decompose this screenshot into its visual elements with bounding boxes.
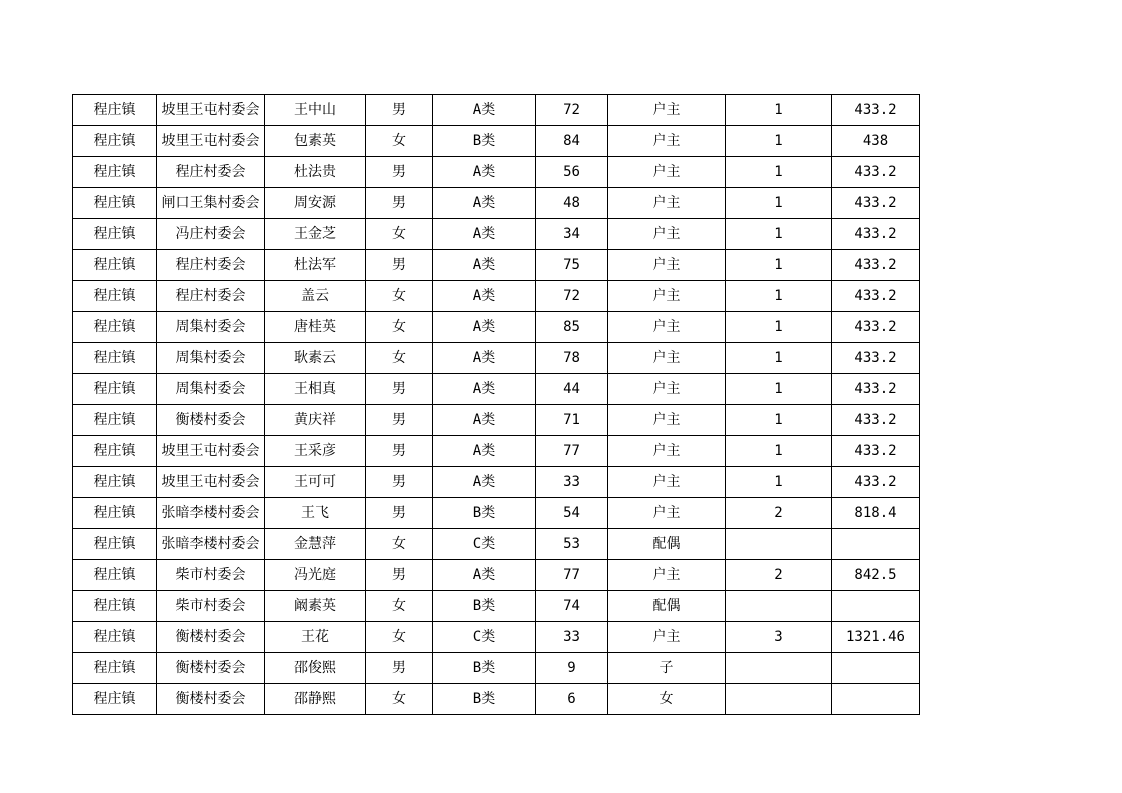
relation-cell: 户主 <box>608 405 726 436</box>
amount-cell: 433.2 <box>832 374 920 405</box>
age-cell: 33 <box>536 622 608 653</box>
household-size-cell <box>726 653 832 684</box>
age-cell: 56 <box>536 157 608 188</box>
amount-cell: 433.2 <box>832 219 920 250</box>
table-row <box>73 188 920 219</box>
name-cell: 包素英 <box>265 126 366 157</box>
amount-cell: 433.2 <box>832 157 920 188</box>
town-cell: 程庄镇 <box>73 281 157 312</box>
town-cell: 程庄镇 <box>73 312 157 343</box>
category-cell: A类 <box>433 95 536 126</box>
gender-cell: 女 <box>366 343 433 374</box>
amount-cell <box>832 653 920 684</box>
amount-cell: 433.2 <box>832 436 920 467</box>
village-cell: 闸口王集村委会 <box>157 188 265 219</box>
village-cell: 坡里王屯村委会 <box>157 95 265 126</box>
category-cell: B类 <box>433 684 536 715</box>
name-cell: 邵俊熙 <box>265 653 366 684</box>
age-cell: 77 <box>536 436 608 467</box>
name-cell: 王飞 <box>265 498 366 529</box>
age-cell: 72 <box>536 281 608 312</box>
town-cell: 程庄镇 <box>73 250 157 281</box>
table-row <box>73 684 920 715</box>
gender-cell: 男 <box>366 560 433 591</box>
gender-cell: 女 <box>366 126 433 157</box>
relation-cell: 户主 <box>608 560 726 591</box>
household-size-cell: 1 <box>726 95 832 126</box>
town-cell: 程庄镇 <box>73 188 157 219</box>
town-cell: 程庄镇 <box>73 560 157 591</box>
table-row <box>73 498 920 529</box>
category-cell: A类 <box>433 467 536 498</box>
relation-cell: 配偶 <box>608 591 726 622</box>
table-row <box>73 405 920 436</box>
category-cell: A类 <box>433 219 536 250</box>
relation-cell: 户主 <box>608 188 726 219</box>
town-cell: 程庄镇 <box>73 591 157 622</box>
amount-cell <box>832 529 920 560</box>
age-cell: 9 <box>536 653 608 684</box>
table-row <box>73 653 920 684</box>
village-cell: 柴市村委会 <box>157 591 265 622</box>
gender-cell: 男 <box>366 188 433 219</box>
age-cell: 33 <box>536 467 608 498</box>
town-cell: 程庄镇 <box>73 343 157 374</box>
town-cell: 程庄镇 <box>73 157 157 188</box>
household-size-cell: 2 <box>726 498 832 529</box>
household-size-cell: 1 <box>726 219 832 250</box>
table-row <box>73 436 920 467</box>
household-size-cell <box>726 529 832 560</box>
household-size-cell: 1 <box>726 405 832 436</box>
name-cell: 王中山 <box>265 95 366 126</box>
category-cell: B类 <box>433 126 536 157</box>
table-row <box>73 343 920 374</box>
table-row <box>73 250 920 281</box>
category-cell: A类 <box>433 188 536 219</box>
gender-cell: 女 <box>366 312 433 343</box>
name-cell: 王金芝 <box>265 219 366 250</box>
household-size-cell: 1 <box>726 281 832 312</box>
gender-cell: 女 <box>366 591 433 622</box>
gender-cell: 男 <box>366 95 433 126</box>
name-cell: 周安源 <box>265 188 366 219</box>
amount-cell: 433.2 <box>832 467 920 498</box>
amount-cell: 433.2 <box>832 95 920 126</box>
age-cell: 53 <box>536 529 608 560</box>
age-cell: 78 <box>536 343 608 374</box>
data-table <box>72 94 920 715</box>
village-cell: 坡里王屯村委会 <box>157 467 265 498</box>
category-cell: A类 <box>433 250 536 281</box>
village-cell: 张暗李楼村委会 <box>157 498 265 529</box>
name-cell: 王可可 <box>265 467 366 498</box>
age-cell: 85 <box>536 312 608 343</box>
village-cell: 程庄村委会 <box>157 250 265 281</box>
name-cell: 耿素云 <box>265 343 366 374</box>
amount-cell: 438 <box>832 126 920 157</box>
amount-cell: 433.2 <box>832 343 920 374</box>
amount-cell: 433.2 <box>832 281 920 312</box>
town-cell: 程庄镇 <box>73 374 157 405</box>
gender-cell: 女 <box>366 219 433 250</box>
name-cell: 冯光庭 <box>265 560 366 591</box>
category-cell: A类 <box>433 343 536 374</box>
category-cell: B类 <box>433 591 536 622</box>
age-cell: 75 <box>536 250 608 281</box>
amount-cell: 842.5 <box>832 560 920 591</box>
gender-cell: 男 <box>366 405 433 436</box>
category-cell: B类 <box>433 653 536 684</box>
household-size-cell <box>726 591 832 622</box>
name-cell: 黄庆祥 <box>265 405 366 436</box>
household-size-cell: 3 <box>726 622 832 653</box>
category-cell: B类 <box>433 498 536 529</box>
age-cell: 77 <box>536 560 608 591</box>
village-cell: 程庄村委会 <box>157 281 265 312</box>
relation-cell: 户主 <box>608 498 726 529</box>
name-cell: 王相真 <box>265 374 366 405</box>
household-size-cell: 1 <box>726 312 832 343</box>
relation-cell: 户主 <box>608 250 726 281</box>
amount-cell <box>832 591 920 622</box>
age-cell: 84 <box>536 126 608 157</box>
relation-cell: 户主 <box>608 95 726 126</box>
household-size-cell: 1 <box>726 374 832 405</box>
village-cell: 程庄村委会 <box>157 157 265 188</box>
name-cell: 盖云 <box>265 281 366 312</box>
household-size-cell: 1 <box>726 436 832 467</box>
village-cell: 周集村委会 <box>157 374 265 405</box>
gender-cell: 女 <box>366 622 433 653</box>
gender-cell: 女 <box>366 281 433 312</box>
table-row <box>73 529 920 560</box>
name-cell: 王采彦 <box>265 436 366 467</box>
age-cell: 71 <box>536 405 608 436</box>
village-cell: 衡楼村委会 <box>157 684 265 715</box>
category-cell: C类 <box>433 622 536 653</box>
village-cell: 周集村委会 <box>157 312 265 343</box>
village-cell: 张暗李楼村委会 <box>157 529 265 560</box>
age-cell: 72 <box>536 95 608 126</box>
table-row <box>73 591 920 622</box>
table-row <box>73 157 920 188</box>
household-size-cell: 1 <box>726 126 832 157</box>
age-cell: 54 <box>536 498 608 529</box>
gender-cell: 男 <box>366 250 433 281</box>
town-cell: 程庄镇 <box>73 95 157 126</box>
relation-cell: 户主 <box>608 312 726 343</box>
relation-cell: 子 <box>608 653 726 684</box>
table-row <box>73 95 920 126</box>
table-row <box>73 622 920 653</box>
village-cell: 坡里王屯村委会 <box>157 436 265 467</box>
age-cell: 74 <box>536 591 608 622</box>
household-size-cell: 1 <box>726 467 832 498</box>
village-cell: 衡楼村委会 <box>157 653 265 684</box>
village-cell: 冯庄村委会 <box>157 219 265 250</box>
relation-cell: 户主 <box>608 622 726 653</box>
table-row <box>73 374 920 405</box>
category-cell: A类 <box>433 312 536 343</box>
category-cell: A类 <box>433 560 536 591</box>
name-cell: 金慧萍 <box>265 529 366 560</box>
relation-cell: 户主 <box>608 157 726 188</box>
town-cell: 程庄镇 <box>73 405 157 436</box>
name-cell: 阚素英 <box>265 591 366 622</box>
relation-cell: 户主 <box>608 374 726 405</box>
gender-cell: 男 <box>366 653 433 684</box>
amount-cell: 433.2 <box>832 188 920 219</box>
gender-cell: 男 <box>366 498 433 529</box>
category-cell: C类 <box>433 529 536 560</box>
category-cell: A类 <box>433 374 536 405</box>
table-row <box>73 312 920 343</box>
gender-cell: 男 <box>366 157 433 188</box>
relation-cell: 户主 <box>608 126 726 157</box>
village-cell: 周集村委会 <box>157 343 265 374</box>
table-row <box>73 219 920 250</box>
town-cell: 程庄镇 <box>73 219 157 250</box>
relation-cell: 户主 <box>608 281 726 312</box>
town-cell: 程庄镇 <box>73 436 157 467</box>
gender-cell: 男 <box>366 436 433 467</box>
age-cell: 34 <box>536 219 608 250</box>
name-cell: 王花 <box>265 622 366 653</box>
household-size-cell: 2 <box>726 560 832 591</box>
gender-cell: 男 <box>366 374 433 405</box>
table-row <box>73 281 920 312</box>
category-cell: A类 <box>433 436 536 467</box>
amount-cell: 1321.46 <box>832 622 920 653</box>
name-cell: 邵静熙 <box>265 684 366 715</box>
town-cell: 程庄镇 <box>73 684 157 715</box>
category-cell: A类 <box>433 281 536 312</box>
name-cell: 杜法军 <box>265 250 366 281</box>
household-size-cell <box>726 684 832 715</box>
village-cell: 衡楼村委会 <box>157 622 265 653</box>
gender-cell: 女 <box>366 529 433 560</box>
town-cell: 程庄镇 <box>73 622 157 653</box>
age-cell: 6 <box>536 684 608 715</box>
age-cell: 48 <box>536 188 608 219</box>
age-cell: 44 <box>536 374 608 405</box>
relation-cell: 户主 <box>608 436 726 467</box>
table-row <box>73 560 920 591</box>
household-size-cell: 1 <box>726 157 832 188</box>
town-cell: 程庄镇 <box>73 467 157 498</box>
table-row <box>73 126 920 157</box>
relation-cell: 户主 <box>608 467 726 498</box>
relation-cell: 户主 <box>608 219 726 250</box>
table-row <box>73 467 920 498</box>
amount-cell: 818.4 <box>832 498 920 529</box>
amount-cell: 433.2 <box>832 250 920 281</box>
name-cell: 唐桂英 <box>265 312 366 343</box>
relation-cell: 户主 <box>608 343 726 374</box>
town-cell: 程庄镇 <box>73 529 157 560</box>
village-cell: 衡楼村委会 <box>157 405 265 436</box>
gender-cell: 男 <box>366 467 433 498</box>
name-cell: 杜法贵 <box>265 157 366 188</box>
town-cell: 程庄镇 <box>73 126 157 157</box>
household-size-cell: 1 <box>726 250 832 281</box>
village-cell: 坡里王屯村委会 <box>157 126 265 157</box>
relation-cell: 配偶 <box>608 529 726 560</box>
village-cell: 柴市村委会 <box>157 560 265 591</box>
town-cell: 程庄镇 <box>73 653 157 684</box>
category-cell: A类 <box>433 157 536 188</box>
relation-cell: 女 <box>608 684 726 715</box>
amount-cell <box>832 684 920 715</box>
amount-cell: 433.2 <box>832 312 920 343</box>
household-size-cell: 1 <box>726 343 832 374</box>
town-cell: 程庄镇 <box>73 498 157 529</box>
amount-cell: 433.2 <box>832 405 920 436</box>
household-size-cell: 1 <box>726 188 832 219</box>
category-cell: A类 <box>433 405 536 436</box>
gender-cell: 女 <box>366 684 433 715</box>
